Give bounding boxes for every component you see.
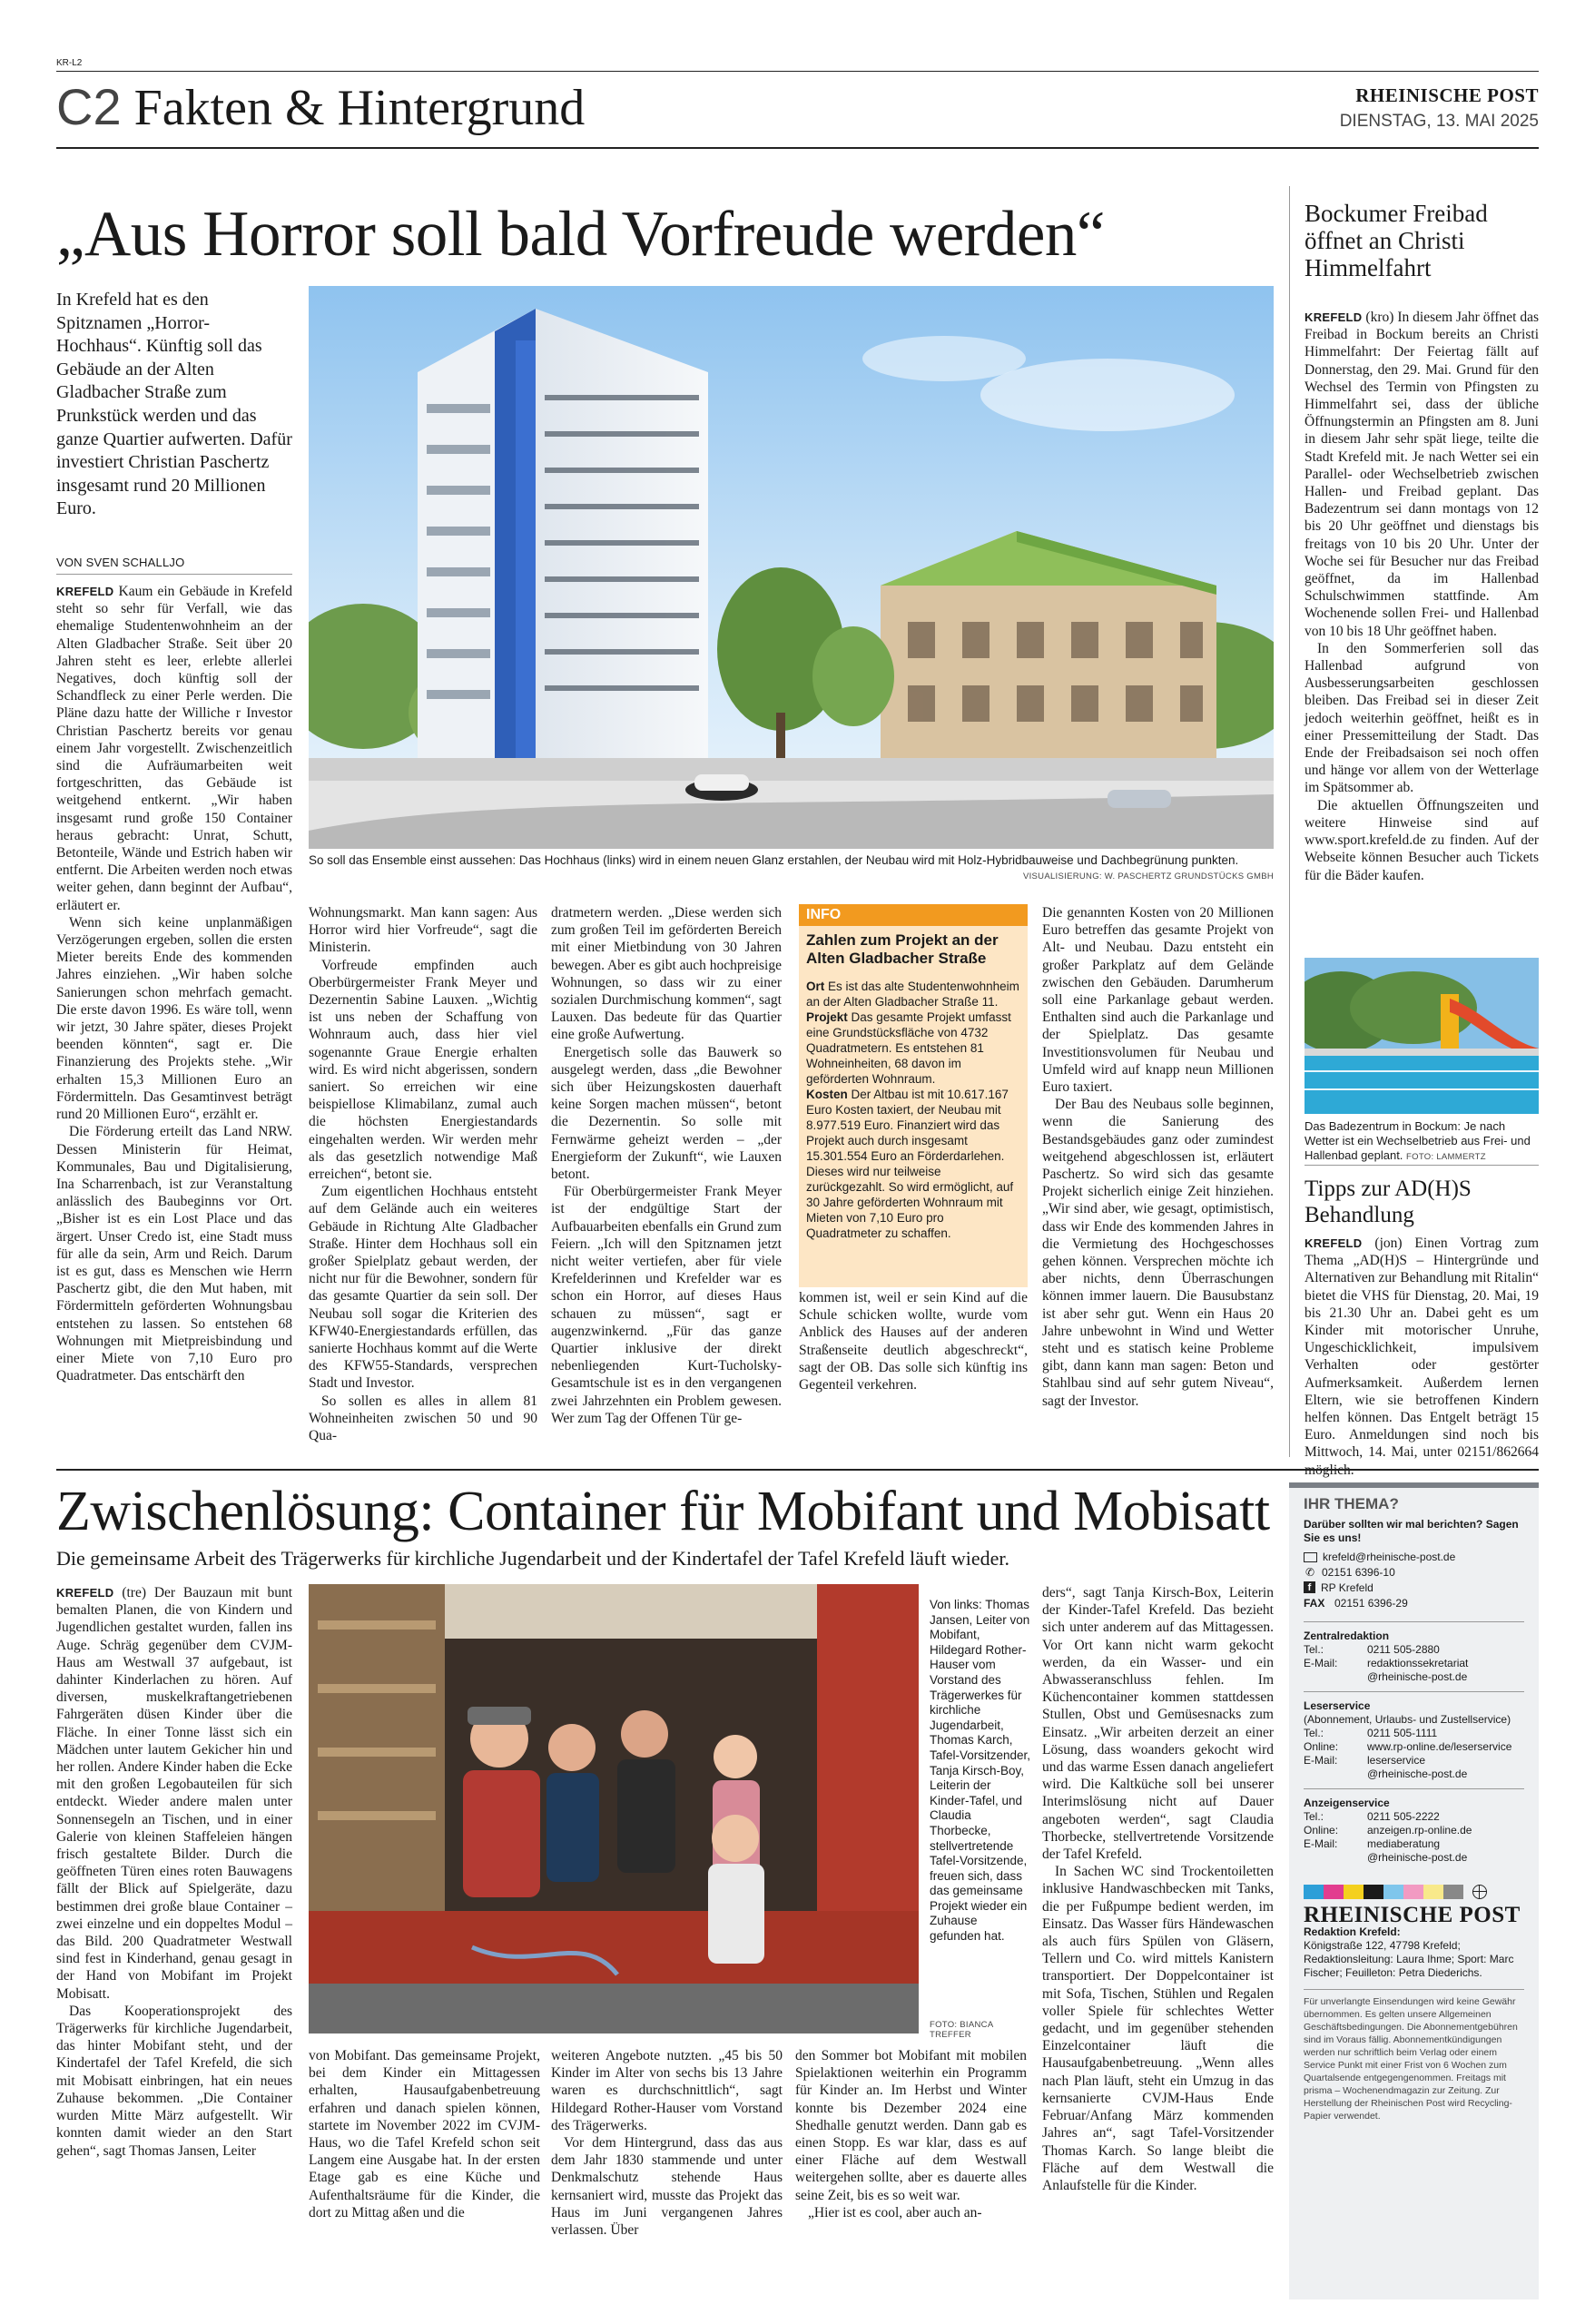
lead-col3-p1: dratmetern werden. „Diese werden sich zum großen Teil im geförderten Bereich mit einer Mietbindung von 30 Jahren bewegen. Aber es gibt auch hochpreisige Wohnungen, so dass wir zu einer sozialen Durchmischung kommen“, sagt Lauxen. Das bedeute für das Quartier eine große Aufwertung. [551,905,782,1043]
second-col4-p2: „Hier ist es cool, aber auch an- [808,2204,982,2221]
lead-col1-p1: Kaum ein Gebäude in Krefeld steht so sehr für Verfall, wie das ehemalige Studentenwohnheim an der Alten Gladbacher Straße. Seit über 20 Jahren steht es leer, erlebte allerlei Negatives, doch künftig soll der Schandfleck zu einer Perle werden. Die Pläne dazu hatte der Williche r Investor Christian Paschertz bereits vor genau einem Jahr vorgestellt. Zwischenzeitlich sind die Aufräumarbeiten weit fortgeschritten, das Gebäude ist weitgehend entkernt. „Wir haben insgesamt rund große 150 Container heraus gebracht: Unrat, Schutt, Betonteile, Wände und Estrich haben wir entfernt. Die Arbeiten werden noch etwas weiter gehen, dann beginnt der Aufbau“, erläutert er. [56,584,292,913]
group-photo-image [309,1584,919,2034]
contact-intro: Darüber sollten wir mal berichten? Sagen Sie es uns! [1304,1518,1519,1544]
second-col2-p1: von Mobifant. Das gemeinsame Projekt, bei dem Kinder ein Mittagessen erhalten, Hausaufgabenbetreuung erfahren und danach spielen können, startete im November 2022 im CVJM-Haus, wo die Tafel Krefeld schon seit Langem eine Ausgabe hat. In der ersten Etage gab es eine Küche und Aufenthaltsräume für die Kinder, die dort zu Mittag aßen und die [309,2048,540,2221]
office-title: Redaktion Krefeld: [1304,1925,1401,1938]
second-col1-p1: (tre) Der Bauzaun mit bunt bemalten Planen, die von Kindern und Jugendlichen gestaltet wurden, fallen ins Auge. Schräg gegenüber dem CVJM-Haus am Westwall 37 aufgebaut, ist dahinter Kinderlachen zu hören. Auf diversen, muskelkraftangetriebenen Fahrgeräten düsen Kinder über die Fläche. In einer Tonne lässt sich ein Mädchen unter lautem Gekicher hin und her rollen. Andere Kinder haben die Ecke mit den großen Legobauteilen für sich entdeckt. Wieder andere malen unter Sonnensegeln an Tischen, und in einer Galerie von kleinen Staffeleien hängen frisch gestaltete Bilder. Durch die geöffneten Türen eines roten Bauwagens fällt der Blick auf Spielgeräte, dazu bestimmen drei große blaue Container – zwei einzelne und ein doppeltes Modul – das Bild. 200 Quadratmeter Westwall sind fest in Kinderhand, genau gesagt in der Hand von Mobifant im Projekt Mobisatt. [56,1585,292,2002]
pool-p2: In den Sommerferien soll das Hallenbad aufgrund von Ausbesserungsarbeiten geschlossen bleiben. Das Freibad sei in dieser Zeit jedoch weiterhin geöffnet, heißt es in einer Pressemitteilung der Stadt. Das Ende der Freibadsaison sei noch offen und hänge vor allem von der Wetterlage im Spätsommer ab. [1305,640,1539,796]
lead-col2-p4: So sollen es alles in allem 81 Wohneinheiten zwischen 50 und 90 Qua- [309,1393,537,1444]
adhs-dateline: KREFELD [1305,1236,1363,1250]
adhs-text: (jon) Einen Vortrag zum Thema „AD(H)S – Hintergründe und Alternativen zur Behandlung mit Ritalin“ bietet die VHS für Dienstag, 20. Mai, 19 bis 21.30 Uhr an. Dabei geht es um Kinder mit motorischer Unruhe, Ungeschicklichkeit, impulsivem Verhalten oder gestörter Aufmerksamkeit. Außerdem lernen Eltern, wie sie betroffenen Kindern helfen können. Das Entgelt beträgt 15 Euro. Anmeldungen sind noch bis Mittwoch, 14. Mai, unter 02151/862664 [1305,1236,1539,1461]
facebook-icon: f [1304,1581,1315,1593]
lead-dateline: KREFELD [56,585,114,598]
lead-col1-p3: Die Förderung erteilt das Land NRW. Dessen Ministerin für Heimat, Kommunales, Bau und Digitalisierung, Ina Scharrenbach, ist zur Veranstaltung anlässlich des Baubeginns vor Ort. „Bisher ist es ein Lost Place und das ärgert. Unser Credo ist, eine Stadt muss für alle da sein, Arm und Reich. Darum ist es gut, dass es Menschen wie Herrn Paschertz gibt, die den Mut haben, mit Fördermitteln geförderten Wohnungsbau entstehen zu lassen. So entstehen 68 Wohnungen mit Mietpreisbindung und einer Miete von 7,10 Euro pro Quadratmeter. Das entschärft den [56,1124,292,1384]
page-code: C2 [56,78,122,135]
pool-p3: Die aktuellen Öffnungszeiten und weitere Hinweise sind auf www.sport.krefeld.de zu finden. Auf der Webseite können Besucher auch Tickets für die Bäder kaufen. [1305,797,1539,883]
color-swatch [1443,1885,1463,1899]
lead-col2-p1: Wohnungsmarkt. Man kann sagen: Aus Horror wird hier Vorfreude“, sagt die Ministerin. [309,905,537,956]
lead-column-4 [799,1289,1028,1393]
contact-brand: RHEINISCHE POST [1304,1903,1521,1927]
group-photo-credit: FOTO: BIANCA TREFFER [930,2020,993,2040]
section-title [56,78,585,137]
mail-icon [1304,1552,1317,1562]
office-text: Königstraße 122, 47798 Krefeld; Redaktionsleitung: Laura Ihme; Sport: Marc Fischer; Feuilleton: Petra Diederichs. [1304,1939,1514,1979]
lead-col5-p1: Die genannten Kosten von 20 Millionen Euro betreffen das gesamte Projekt von Alt- und Neubau. Dazu entsteht ein großer Parkplatz auf dem Gelände zwischen den Gebäuden. Darumherum soll eine Parkanlage gebaut werden. Enthalten sind auch die Parkanlage und der Spielplatz. Das gesamte Investitionsvolumen für Neubau und Umfeld wird auf knapp neun Millionen Euro taxiert. [1042,905,1274,1096]
issue-date: DIENSTAG, 13. MAI 2025 [1339,112,1539,131]
contact-email[interactable]: krefeld@rheinische-post.de [1323,1551,1456,1563]
contact-box [1289,1482,1539,2299]
fax-label: FAX [1304,1597,1325,1610]
info-box [799,904,1028,1280]
color-swatch [1344,1885,1364,1899]
contact-title: IHR THEMA? [1304,1495,1399,1512]
lead-col3-p2: Energetisch solle das Bauwerk so ausgelegt werden, dass „die Bewohner sich über Heizungskosten dauerhaft keine Sorgen machen müssen“, betont die Dezernentin. So solle mit Fernwärme geheizt werden – „der Energieform der Zukunft“, wie Lauxen betont. [551,1044,782,1183]
adhs-headline: Tipps zur AD(H)S Behandlung [1305,1177,1472,1227]
second-col4-p1: den Sommer bot Mobifant mit mobilen Spielaktionen weiterhin ein Programm für Kinder an. Im Herbst und Winter konnte bis Dezember 2024 eine Shedhalle genutzt werden. Dann gab es einen Stopp. Es war klar, dass es auf einer Fläche auf dem Westwall weitergehen sollte, aber es dauerte alles seine Zeit, bis es so weit war. [795,2048,1027,2203]
second-col3-p2: Vor dem Hintergrund, dass das aus dem Jahr 1830 stammende und unter Denkmalschutz stehende Haus kernsaniert wird, musste das Projekt das Haus im Juni vergangenen Jahres verlassen. Über [551,2135,783,2239]
pool-headline: Bockumer Freibad öffnet an Christi Himmelfahrt [1305,200,1488,281]
pool-article [1305,309,1539,884]
contact-fax: 02151 6396-29 [1334,1597,1408,1610]
contact-block-reader: Leserservice (Abonnement, Urlaubs- und Zustellservice) Tel.: 0211 505-1111 Online: www.rp-online.de/leserservice E-Mail: leserservice @rheinische-post.de [1304,1699,1512,1780]
lead-column-2 [309,904,537,1444]
info-label: INFO [799,904,1028,926]
lead-photo-caption: So soll das Ensemble einst aussehen: Das Hochhaus (links) wird in einem neuen Glanz erstahlen, der Neubau wird mit Holz-Hybridbauweise und Dachbegrünung punkten. [309,853,1239,867]
color-swatch [1383,1885,1403,1899]
pool-photo-credit: FOTO: LAMMERTZ [1406,1152,1486,1162]
second-dateline: KREFELD [56,1586,114,1600]
lead-photo [309,286,1274,849]
pool-photo [1305,958,1539,1114]
second-col5-p1: ders“, sagt Tanja Kirsch-Box, Leiterin der Kinder-Tafel Krefeld. Das bezieht sich unter anderem auf das Mittagessen. Vor Ort kann nicht warm gekocht werden, da ein Wasser- und ein Abwasseranschluss fehlen. Im Küchencontainer kommen stattdessen Stullen, Obst und Gemüsesnacks zum Einsatz. „Wir arbeiten derzeit an einer Lösung, dass woanders gekocht wird und das warme Essen danach angeliefert wird. Die Kaltküche soll bei unserer Interimslösung nicht auf Dauer angeboten werden“, sagt Claudia Thorbecke, stellvertretende Vorsitzende der Tafel Krefeld. [1042,1585,1274,1863]
pool-dateline: KREFELD [1305,310,1363,324]
registration-mark-icon [1472,1885,1487,1899]
brand-logo: RHEINISCHE POST [1355,84,1539,106]
lead-column-3 [551,904,782,1427]
second-column-2 [309,2047,540,2221]
edition-code: KR-L2 [56,58,83,68]
lead-col1-p2: Wenn sich keine unplanmäßigen Verzögerungen ergeben, sollen die ersten Mieter bereits Ende des kommenden Jahres einziehen. „Wir haben solche Sanierungen schon mehrfach gemacht. Die erste davon 1996. Es wäre toll, wenn wir jetzt, 30 Jahre später, dieses Projekt beenden könnten“, sagt er. Die Finanzierung des Projekts stehe. „Wir erhalten 15,3 Millionen Euro an Fördermitteln. Das Gesamtinvest beträgt rund 20 Millionen Euro“, erzählt er. [56,914,292,1123]
group-photo-caption: Von links: Thomas Jansen, Leiter von Mobifant, Hildegard Rother-Hauser vom Vorstand des Trägerwerkes für kirchliche Jugendarbeit, Thomas Karch, Tafel-Vorsitzender, Tanja Kirsch-Boy, Leiterin der Kinder-Tafel, und Claudia Thorbecke, stellvertretende Tafel-Vorsitzende, freuen sich, dass das gemeinsame Projekt wieder ein Zuhause gefunden hat. [930,1598,1031,1944]
second-headline: Zwischenlösung: Container für Mobifant und Mobisatt [56,1481,1270,1542]
contact-block-ads: Anzeigenservice Tel.: 0211 505-2222 Online: anzeigen.rp-online.de E-Mail: mediaberatung @rheinische-post.de [1304,1797,1472,1864]
print-color-bar [1304,1885,1524,1899]
color-swatch [1304,1885,1324,1899]
pool-photo-caption: Das Badezentrum in Bockum: Je nach Wetter ist ein Wechselbetrieb aus Frei- und Hallenbad geplant. FOTO: LAMMERTZ [1305,1119,1531,1162]
color-swatch [1423,1885,1443,1899]
second-column-4 [795,2047,1027,2221]
info-item-location: Ort Es ist das alte Studentenwohnheim an der Alten Gladbacher Straße 11. [806,980,1019,1009]
lead-col2-p2: Vorfreude empfinden auch Oberbürgermeister Frank Meyer und Dezernentin Sabine Lauxen. „Wichtig ist uns neben der Schaffung von Wohnraum auch, dass hier viel sogenannte Graue Energie erhalten wird. Es wird nicht abgerissen, sondern saniert. So erreichen wir eine beispiellose Klimabilanz, zumal auch die höchsten Energiestandards eingehalten werden. Wir werden mehr als das gesetzlich notwendige Maß erreichen“, betont sie. [309,957,537,1183]
second-column-1 [56,1584,292,2160]
lead-col3-p3: Für Oberbürgermeister Frank Meyer ist der endgültige Start der Aufbauarbeiten ebenfalls ein Grund zum Feiern. „Ich will den Spitznamen jetzt nicht weiter vertiefen, aber für viele Krefelderinnen und Krefelder war es schon ein Horror, auf dieses Haus schauen zu müssen“, sagt er augenzwinkernd. „Für das ganze Quartier inklusive der direkt nebenliegenden Kurt-Tucholsky-Gesamtschule ist es in den vergangenen zwei Jahrzehnten ein Problem gewesen. Wer zum Tag der Offenen Tür ge- [551,1184,782,1426]
section-name: Fakten & Hintergrund [133,80,586,136]
info-item-costs: Kosten Der Altbau ist mit 10.617.167 Euro Kosten taxiert, der Neubau mit 8.977.519 Euro. Finanziert wird das Projekt auch durch insgesamt 15.301.554 Euro an Förderdarlehen. Dieses wird nur teilweise zurückgezahlt. So wird ermöglicht, auf 30 Jahre geförderten Wohnraum mit Mieten von 7,10 Euro pro Quadratmeter zu schaffen. [806,1088,1014,1240]
group-photo [309,1584,919,2034]
second-column-3 [551,2047,783,2239]
color-swatch [1324,1885,1344,1899]
lead-headline: „Aus Horror soll bald Vorfreude werden“ [56,199,1105,270]
lead-col4-p1: kommen ist, weil er sein Kind auf die Schule schicken wollte, wurde vom Anblick des Hauses auf der anderen Straßenseite deutlich abgeschreckt“, sagt der OB. Das solle sich künftig ins Gegenteil verkehren. [799,1290,1028,1393]
adhs-article [1305,1235,1539,1479]
contact-phone[interactable]: 02151 6396-10 [1322,1566,1395,1579]
second-column-5 [1042,1584,1274,2194]
phone-icon: ✆ [1305,1566,1315,1579]
pool-p1: (kro) In diesem Jahr öffnet das Freibad in Bockum bereits an Christi Himmelfahrt: Der Feiertag fällt auf Donnerstag, den 29. Mai. Grund für den Wechsel des Termin von Pfingsten zu Himmelfahrt sei, dass der übliche Öffnungstermin an Pfingsten am 8. Juni in diesem Jahr sehr spät liege, teilte die Stadt Krefeld mit. Je nach Wetter sei ein Parallel- oder Wechselbetrieb zwischen Hallen- und Freibad geplant. Das Badezentrum sei dann montags von 12 bis 20 Uhr geöffnet und dienstags bis freitags von 10 bis 20 Uhr. Unter der Woche sei für Besucher nur das Freibad geöffnet, da im Hallenbad Schulschwimmen stattfinde. Am Wochenende sollen Frei- und Hallenbad von 10 bis 18 Uhr geöffnet haben. [1305,310,1540,639]
second-col3-p1: weiteren Angebote nutzten. „45 bis 50 Kinder im Alter von sechs bis 13 Jahre waren es durchschnittlich“, sagt Hildegard Rother-Hauser vom Vorstand des Trägerwerks. [551,2048,783,2133]
lead-column-1 [56,583,292,1384]
color-swatch [1364,1885,1383,1899]
swimming-pool-image [1305,958,1539,1114]
second-col1-p2: Das Kooperationsprojekt des Trägerwerks für kirchliche Jugendarbeit, das hinter Mobifant steht, und der Kindertafel der Tafel Krefeld, die sich mit Mobisatt einbringen, hat ein neues Zuhause bekommen. „Die Container wurden Mitte März aufgestellt. Wir konnten damit wieder an den Start gehen“, sagt Thomas Jansen, Leiter [56,2003,292,2159]
lead-column-5 [1042,904,1274,1410]
lead-teaser: In Krefeld hat es den Spitznamen „Horror-Hochhaus“. Künftig soll das Gebäude an der Alten Gladbacher Straße zum Prunkstück werden und das ganze Quartier aufwerten. Dafür investiert Christian Paschertz insgesamt rund 20 Millionen Euro. [56,290,292,519]
info-item-project: Projekt Das gesamte Projekt umfasst eine Grundstücksfläche von 4732 Quadratmetern. Es entstehen 81 Wohneinheiten, 68 davon im geförderten Wohnraum. [806,1010,1011,1086]
second-col5-p2: In Sachen WC sind Trockentoiletten inklusive Handwaschbecken mit Tanks, die per Fußpumpe bedient werden, im Einsatz. Das Wasser fürs Händewaschen als auch fürs Spülen von Gläsern, Tellern und Co. wird mittels Kanistern transportiert. Der Doppelcontainer ist mit Sofa, Tischen, Stühlen und Regalen voller Spiele für schlechtes Wetter gedacht, und im gegenüber stehenden Einzelcontainer läuft die Hausaufgabenbetreuung. „Wenn alles nach Plan läuft, steht ein Umzug in das kernsanierte CVJM-Haus Ende Februar/Anfang März kommenden Jahres an“, sagt Tafel-Vorsitzender Thomas Karch. So lange bleibt die Fläche auf dem Westwall die Anlaufstelle für die Kinder. [1042,1864,1274,2193]
disclaimer: Für unverlangte Einsendungen wird keine Gewähr übernommen. Es gelten unsere Allgemeinen Geschäftsbedingungen. Die Abonnementgebühren sind im Voraus fällig. Abonnementkündigungen werden nur schriftlich beim Verlag oder einem Service Punkt mit einer Frist von 6 Wochen zum Quartalsende entgegengenommen. Freitags mit prisma – Wochenendmagazin zur Zeitung. Zur Herstellung der Rheinischen Post wird Recycling-Papier verwendet. [1304,1996,1518,2122]
color-swatch [1403,1885,1423,1899]
lead-photo-credit: VISUALISIERUNG: W. PASCHERTZ GRUNDSTÜCKS GMBH [1022,872,1274,881]
building-visualization [309,286,1274,849]
lead-col5-p2: Der Bau des Neubaus solle beginnen, wenn die Sanierung des Bestandsgebäudes ganz oder zumindest weitgehend abgeschlossen ist, erläutert Paschertz. So wird sich das gesamte Projekt sicherlich einige Zeit hinziehen. „Wir sind aber, wie gesagt, optimistisch, dass wir Ende des kommenden Jahres in die Vermietung des Hochgeschosses gehen können. Versprechen möchte ich aber nichts, denn Überraschungen können immer lauern. Die Bausubstanz ist aber sehr gut. Wenn ein Haus 20 Jahre unbewohnt in Wind und Wetter steht und es statisch keine Probleme gibt, dann kann man sagen: Beton und Stahlbau sind auf sehr gutem Niveau“, sagt der Investor. [1042,1097,1274,1409]
second-subhead: Die gemeinsame Arbeit des Trägerwerks für kirchliche Jugendarbeit und der Kindertafel der Tafel Krefeld läuft wieder. [56,1547,1010,1570]
contact-block-central: Zentralredaktion Tel.: 0211 505-2880 E-Mail: redaktionssekretariat @rheinische-post.de [1304,1630,1469,1683]
lead-col2-p3: Zum eigentlichen Hochhaus entsteht auf dem Gelände auch ein weiteres Gebäude in Richtung Alte Gladbacher Straße. Hinter dem Hochhaus soll ein großer Spielplatz gebaut werden, der nicht nur für die Bewohner, sondern für das gesamte Quartier da sein soll. Der Neubau soll sogar die Kriterien des KFW40-Energiestandards erfüllen, das sanierte Hochhaus kommt auf die Werte des KFW55-Standards, versprechen Stadt und Investor. [309,1184,537,1392]
info-title: Zahlen zum Projekt an der Alten Gladbacher Straße [806,931,999,967]
lead-byline: VON SVEN SCHALLJO [56,556,185,569]
contact-facebook[interactable]: RP Krefeld [1321,1581,1373,1594]
